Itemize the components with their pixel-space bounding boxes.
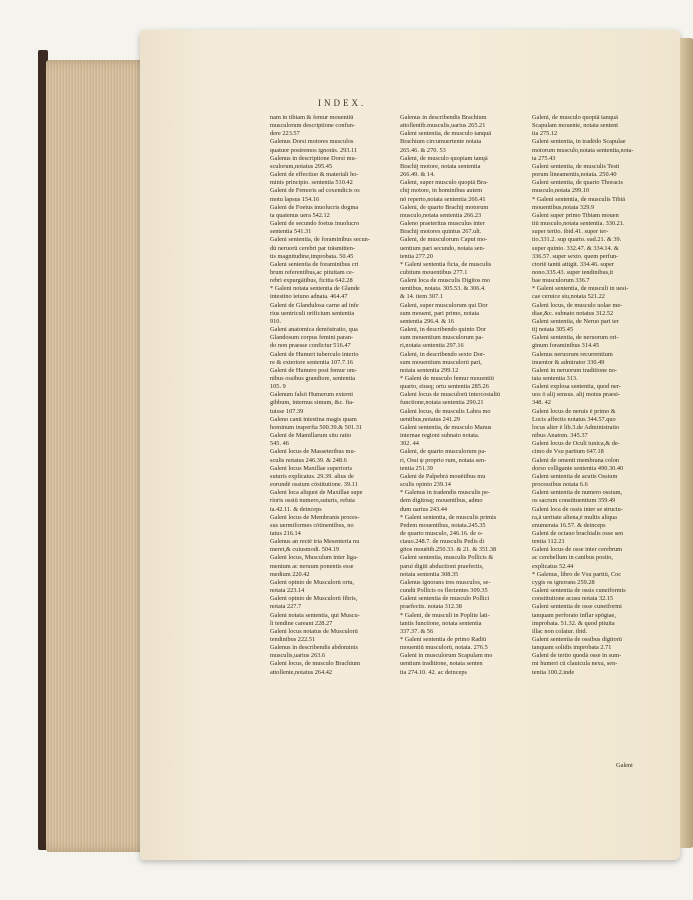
index-entry-line: attollente,notatus 264.42 [270,668,333,676]
index-entry-line: tentia 100.2.inde [532,668,575,676]
index-column-2 [400,114,525,764]
index-entry-line: tatus 216.14 [270,529,301,537]
index-entry-line: musculo,notata sententia 266.23 [400,211,482,219]
index-entry-line: internae regioni subnato notata. [400,432,480,440]
index-entry-line: Galeni sententia de numero ossium, [532,489,623,497]
index-entry-line: Galeni sententia de acutis Ossium [532,472,618,480]
index-entry-line: uentibus,notatus 241.29 [400,415,460,423]
index-entry-line: super quinto. 332.47. & 334.14. & [532,244,619,252]
index-entry-line: bae musculorum 336.7 [532,277,590,285]
page-header: INDEX. [318,98,367,108]
index-entry-line: Galeni opinio de Musculorū fibris, [270,595,358,603]
index-entry-line: sculis notatus 246.39. & 248.6 [270,456,347,464]
index-entry-line: Galeni locus Maxillae superioris [270,464,353,472]
index-entry-line: ginum foraminibus 314.45 [532,342,599,350]
index-entry-line: Galeni sententia, de musculo tanquā [400,130,492,138]
index-entry-line: Galeni sententia, musculis Pollicis & [400,554,494,562]
index-entry-line: Galeni sententia de osse cuneiformi [532,603,622,611]
index-entry-line: * Galeni sententia, de musculi in uesi- [532,285,629,293]
index-entry-line: gitos mouētib.250.33. & 21. & 351.38 [400,546,497,554]
index-entry-line: Galeni sententia, de musculis Testi [532,162,620,170]
index-entry-line: nono.335.43. super tendinibus,it [532,268,614,276]
index-entry-line: tiū musculo,notata sententia. 330.21. [532,220,625,228]
index-entry-line: processibus notata 6.6 [532,481,588,489]
index-entry-line: Galeni sententia de ossibus digitorū [532,636,622,643]
index-entry-line: Galeni de effectiuo & materiali ho- [270,171,359,179]
index-entry-line: * Galeni sententia, de musculis Tibiā [532,195,626,203]
index-entry-line: 337.37. & 56 [400,627,434,635]
index-entry-line: Galeni super primo Tibiam mouen [532,211,619,219]
index-entry-line: Galeni de Femoris ad coxendicis os [270,187,360,195]
index-entry-line: Galenum falsō Humerum externi [270,391,354,399]
index-entry-line: ctauo.248.7. de musculis Pedis di [400,538,485,546]
index-entry-line: * Galeni notata sententia de Glande [270,285,360,293]
index-entry-line: ta.42.11. & deinceps [270,505,322,513]
index-entry-line: ri,notata sententia 297.16 [400,342,464,350]
index-entry-line: Galeni locus, de musculo uolae me- [532,301,623,309]
index-entry-line: ta 275.43 [532,154,556,162]
index-entry-line: & 14. item 307.1 [400,293,443,301]
index-entry-line: Galeni, in describendo sexto Dor- [400,350,486,358]
index-entry-line: quatuor postremos ignorās. 293.11 [270,146,358,154]
index-entry-line: Galeni locus, de musculis Labra mo [400,407,491,415]
index-entry-line: Brachij motores quintus 267.ult. [400,228,482,236]
index-entry-line: Galeni sententia, in tradēdo Scapulae [532,138,626,146]
index-entry-line: Galeni locus de neruis ē primo & [532,407,616,415]
index-entry-line: improbata. 51.32. & quod pituita [532,619,615,627]
index-entry-line: sum mouent, pari primo, notata [400,309,480,317]
index-entry-line: * Galenus in tradendis musculis pe- [400,489,491,497]
index-entry-line: cimo de Vsu partium 647.18 [532,448,604,456]
index-entry-line: Galeni sententia, de Neruo pari ter [532,317,619,325]
index-entry-line: Galeni sententia, de musculo Manus [400,423,492,431]
index-entry-line: tis magnitudine,improbata. 50.45 [270,252,354,260]
index-entry-line: cundū Pollicis os flectentes 309.35 [400,587,488,595]
index-entry-line: * Galeni sententia de primo Radiū [400,636,487,643]
index-entry-line: Galeni de Foetus inuolucris dogma [270,203,359,211]
index-entry-line: dū neruorū cerebri par trāsmitten- [270,244,355,252]
index-entry-line: rioris ossiū numero,suturis, refuta [270,497,355,505]
index-entry-line: eorundē ossium cōstitutione. 39.11 [270,481,358,489]
index-entry-line: notata sententia 308.35 [400,570,459,578]
index-entry-line: Scapulam mouente, notata sentent [532,122,619,130]
index-entry-line: tia 275.12 [532,130,558,138]
index-entry-line: Galeni sententia de foraminibus cri [270,260,359,268]
index-entry-line: Galeni, in describendo quinto Dor [400,326,486,334]
index-entry-line: Galeni, de quarto musculorum pa- [400,448,487,456]
index-entry-line: rius uentriculi orificium sententia [270,309,355,317]
index-entry-line: Galeno praeteritus musculus inter [400,220,485,228]
index-entry-line: Galeni, super musculo quopiā Bra- [400,179,488,187]
index-entry-line: * Galeni sententia, de musculis primis [400,513,497,521]
index-entry-line: cygis os ignorans 259.28 [532,578,595,586]
index-entry-line: * Galeni, de musculi in Poplite lati- [400,611,490,619]
index-entry-line: de quarto musculo, 246.16. de o- [400,529,483,537]
index-entry-line: Galeni de secundo foetus inuolucro [270,220,360,228]
index-entry-line: tantis functione, notata sententia [400,619,482,627]
index-entry-line: Galenus in describendis Brachium [400,114,487,121]
index-entry-line: 348. 42 [532,399,551,407]
index-entry-line: Galeni sententia de ossis cuneiformis [532,587,626,595]
index-entry-line: mouentiū musculorū, notata. 276.5 [400,644,488,652]
index-entry-line: Galeni de omenti membrana colon [532,456,620,464]
index-entry-line: Galenus in descriptione Dorsi mu- [270,154,357,162]
index-entry-line: nibus Anatom. 345.37 [532,432,588,440]
index-entry-line: tanquam perforato inflar spōgiae, [532,611,616,619]
index-entry-line: Galeni anatomica demōstratio, qua [270,326,358,334]
index-entry-line: functione,notata sententia 290.21 [400,399,484,407]
index-entry-line: tendinibus 222.51 [270,636,316,643]
index-entry-line: re & exteriore sententia 107.7.16 [270,358,353,366]
index-entry-line: Galeni locus de Membranis proces- [270,513,360,521]
index-entry-line: Galeni explosa sententia, quod ner- [532,383,621,391]
index-entry-line: Galeno canū intestina magis quam [270,415,357,423]
index-entry-line: Galeni, de musculo quopiam tanqā [400,154,488,162]
index-entry-line: cubitum mouentibus 277.1 [400,268,468,276]
index-entry-line: Galenus ignorans tres musculos, se- [400,578,491,586]
index-entry-line: nō reperto,notata sententia 266.41 [400,195,486,203]
index-entry-line: Galeni de Palpebrā mouētibus mu [400,472,486,480]
index-entry-line: ri, Ossi ψ proprio rum, notata sen- [400,456,487,464]
index-entry-line: Galeni locus de Masseteribus mu- [270,448,356,456]
index-entry-line: li tendine careant 228.27 [270,619,333,627]
index-entry-line: nibus ossibus grandiore, sententia [270,375,355,382]
index-entry-line: 105. 9 [270,383,286,391]
index-entry-line: motorum musculo,notata sententia,nota- [532,146,634,154]
index-entry-line: cae ceruice siu,notata 521.22 [532,293,605,301]
index-entry-line: nam in tibiam & femur mouentiū [270,114,354,121]
index-entry-line: Galeni de Glandulosa carne ad infe [270,301,359,309]
index-entry-line: rebri expurgātibus, ficitta 642.28 [270,277,353,285]
index-entry-line: do non praesse confictur 516.47 [270,342,351,350]
index-entry-line: locus alter ē lib.3.de Administratio [532,423,620,431]
index-entry-line: uentium pari secundo, notata sen- [400,244,485,252]
index-entry-line: uentium traditione, notata senten [400,660,483,668]
index-entry-line: mentum ac neruum ponentis esse [270,562,354,570]
index-entry-line: Galeni de Mamillarum situ ratio [270,432,352,440]
index-entry-line: Galeni loca aliquot de Maxillae supe [270,489,363,497]
catchword: Galeni [616,762,633,769]
index-entry-line: Galeni de tertio quodā osse in sum- [532,652,622,660]
index-column-3 [532,114,654,764]
index-entry-line: Galeni sententia de musculo Pollici [400,595,490,603]
index-entry-line: brum referentibus,ac pituitam ce- [270,268,354,276]
index-entry-line: tentia 277.20 [400,252,433,260]
index-entry-line: sculorum,notatus 295.45 [270,162,333,170]
index-entry-line: tata sententia 313. [532,375,578,382]
index-entry-line: super tertio. ibid.41. super ter- [532,228,609,236]
index-entry-line: inuentor & admirator 330.49 [532,358,605,366]
index-entry-line: os sacrum constituentium 359.49 [532,497,616,505]
index-entry-line: notata 223.14 [270,587,305,595]
index-entry-line: Galeni, super musculorum qui Dor [400,301,488,309]
right-cover-edge [680,38,693,848]
index-entry-line: ctoriē tantū attigit. 334.46. super [532,260,615,268]
index-entry-line: meret,& cuiusmodi. 504.19 [270,546,340,554]
index-entry-line: Galeni loca de musculis Digitos mo [400,277,491,285]
index-entry-line: suturis explicatus. 29.39. alius de [270,472,354,480]
index-entry-line: Galeni de Humero post femur om- [270,366,357,374]
index-entry-line: Galenus in describendis abdominis [270,644,358,652]
index-entry-line: Galenus neruorum recurrentium [532,350,613,358]
index-entry-line: * Galeni de musculo femur mouentiū [400,375,494,382]
index-entry-line: explicatus 52.44 [532,562,574,570]
index-entry-line: motu lapsus 154.16 [270,195,320,203]
index-entry-line: hominum insperfta 500.39.& 501.31 [270,423,362,431]
index-entry-line: ta quatenus uera 542.12 [270,211,330,219]
index-entry-line: Galeni, de musculo quopiā tanquā [532,114,618,121]
index-entry-line: uentibus, notata. 305.53. & 306.4. [400,285,486,293]
index-entry-line: mi humeri cū clauicula nexu, sen- [532,660,618,668]
index-entry-line: sus uermiformes cōtinentibus, no [270,521,354,529]
index-entry-line: attollentib.musculis,uarius 265.21 [400,122,486,130]
index-entry-line: tanquam solidis improbata 2.71 [532,644,612,652]
index-entry-line: tij notata 305.45 [532,326,574,334]
index-entry-line: tia 274.10. 42. ac deinceps [400,668,467,676]
index-entry-line: Galeni, de quarto Brachij motorum [400,203,489,211]
index-entry-line: sum mouentium musculorum pa- [400,334,484,342]
index-entry-line: Galeni locus notatus de Musculorū [270,627,358,635]
index-entry-line: notata 227.7 [270,603,302,611]
index-entry-line: diae,&c. subnato notatus 312.52 [532,309,614,317]
index-entry-line: Galenus Dorsi motores musculos [270,138,354,146]
index-entry-line: medium 220.42 [270,570,310,578]
index-entry-line: Galeni sententia, de neruorum ori- [532,334,619,342]
index-entry-line: sententia 541.31 [270,228,312,236]
index-entry-line: tio.331.2. sup quarto. ead.21. & 39. [532,236,622,244]
index-entry-line: Galeni in musculorum Scapulam mo [400,652,493,660]
index-entry-line: dere 223.57 [270,130,300,138]
index-entry-line: illac non colatur. ibid. [532,627,588,635]
index-entry-line: tentia 112.21 [532,538,565,546]
index-entry-line: intestino ieiuno adnata. 464.47 [270,293,348,301]
index-entry-line: Galeni sententia, de foraminibus secun- [270,236,370,244]
index-entry-line: Galeni loca de ossis inter se structu- [532,505,623,513]
index-entry-line: musculo,notata 299.10 [532,187,590,195]
index-entry-line: 302. 44 [400,440,419,448]
index-entry-line: Galenus an rectē tria Mesenteria nu [270,538,360,546]
index-entry-line: Pedem mouentibus, notata.245.35 [400,521,486,529]
index-entry-line: tentia 251.39 [400,464,433,472]
index-entry-line: sum mouentium musculorū pari, [400,358,482,366]
index-entry-line: Galeni locus, de musculo Brachium [270,660,361,668]
index-entry-line: dem digitosq; mouentibus, admo [400,497,483,505]
index-entry-line: Galeni de octauo brachialis osse sen [532,529,624,537]
index-entry-line: Brachij motore, notata sententia [400,162,481,170]
index-entry-line: chij motore, in hominibus autem [400,187,483,195]
index-entry-line: 545. 46 [270,440,289,448]
index-entry-line: quarto, eiusq; ortu sententia 285.26 [400,383,489,391]
index-entry-line: Glandosum corpus femini paran- [270,334,354,342]
index-entry-line: Galeni de Humeri tuberculo interio [270,350,359,358]
index-entry-line: Galeni notata sententia, qui Muscu- [270,611,360,619]
index-entry-line: parui digiti abductioni praefectis, [400,562,484,570]
index-entry-line: sententia 296.4. & 16 [400,317,455,325]
index-entry-line: * Galeni sententia ficta, de musculis [400,260,492,268]
index-entry-line: Galeni locus de osse inter cerebrum [532,546,623,554]
index-entry-line: constitutione acusu notata 32.15 [532,595,614,603]
index-entry-line: tuisse 107.39 [270,407,304,415]
index-entry-line: Brachium circumuertente notata [400,138,482,146]
index-entry-line: 910. [270,317,282,325]
index-entry-line: minis principio. sententia 510.42 [270,179,353,187]
index-entry-line: Galeni locus de Oculi tunica,& de- [532,440,620,448]
index-entry-line: ac cerebellum in canibus posito, [532,554,613,562]
index-entry-line: Galeni opinio de Musculorū ortu, [270,578,355,586]
index-entry-line: enumerata 16.57. & deinceps [532,521,606,529]
index-entry-line: musculis,uarius 263.6 [270,652,326,660]
index-entry-line: dum uarius 243.44 [400,505,448,513]
index-entry-line: dorso colligante sententia 490.30.40 [532,464,624,472]
index-entry-line: porum lineamentis,notata. 250.40 [532,171,617,179]
index-entry-line: musculorum descriptione confun- [270,122,355,130]
index-entry-line: praefectis. notata 312.38 [400,603,462,611]
index-entry-line: 265.46. & 270. 53 [400,146,446,154]
index-entry-line: sculis opinio 239.14 [400,481,451,489]
index-entry-line: mouentibus,notata 329.9 [532,203,595,211]
index-entry-line: Galeni in neruorum traditione no- [532,366,617,374]
index-entry-line: Galeni, de musculorum Caput mo- [400,236,488,244]
index-entry-line: Galeni locus, Musculum inter liga- [270,554,358,562]
index-entry-line: * Galenus, libro de Vsu partiū, Coc [532,570,622,578]
index-entry-line: gibbum, internus simum, &c. fta- [270,399,355,407]
index-entry-line: Galeni locus de musculorū intercostaliū [400,391,501,399]
index-entry-line: Galeni sententia, de quarto Thoracis [532,179,623,187]
index-entry-line: Locis affectis notatus 344.57.quo [532,415,616,423]
index-entry-line: ra,ā ueritate aliena,ē multis aliqua [532,513,617,521]
index-entry-line: notata sententia 299.12 [400,366,459,374]
index-entry-line: 266.49. & 14. [400,171,435,179]
index-entry-line: 336.57. super sexto. quem perfun- [532,252,619,260]
index-entry-line: uos ō alij sensus. alij motus praesi- [532,391,620,399]
index-column-1 [270,114,395,764]
